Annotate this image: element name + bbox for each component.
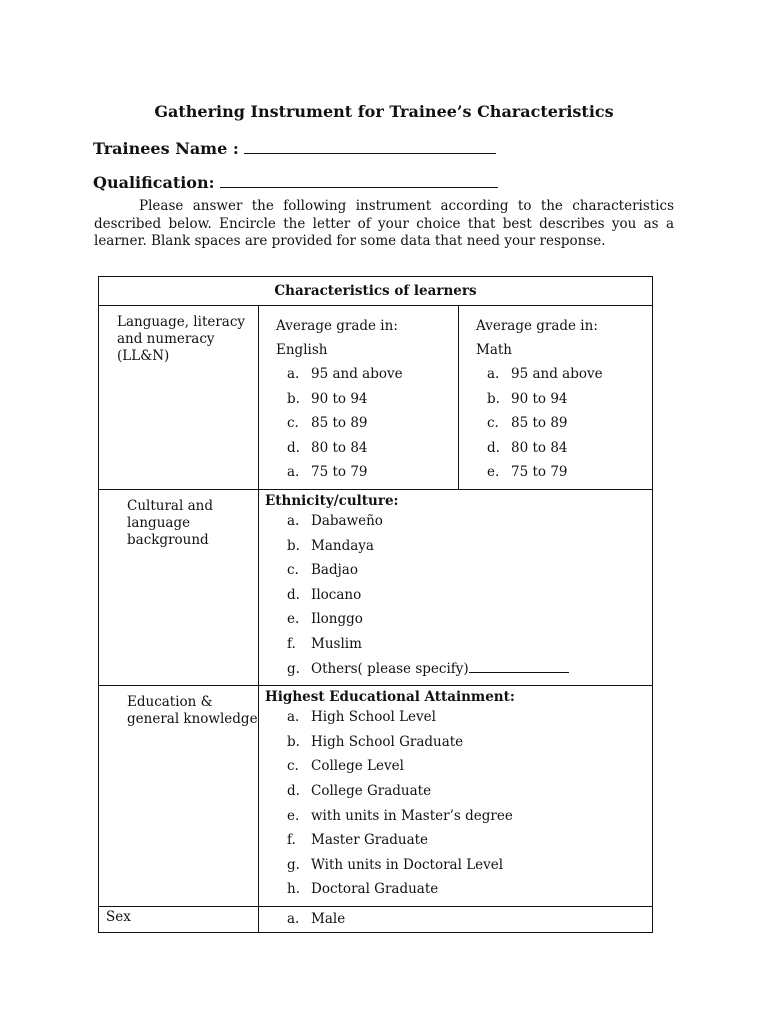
- option-letter: d.: [487, 439, 500, 456]
- option-letter: e.: [287, 611, 300, 628]
- education-label: Education & general knowledge: [99, 686, 259, 907]
- list-item[interactable]: [287, 907, 652, 932]
- option-letter: g.: [287, 660, 300, 677]
- list-item[interactable]: [287, 730, 652, 755]
- option-letter: d.: [287, 782, 300, 799]
- list-item[interactable]: [287, 558, 652, 583]
- option-letter: c.: [287, 415, 299, 432]
- culture-heading: Ethnicity/culture:: [265, 492, 399, 509]
- list-item[interactable]: [287, 436, 458, 461]
- option-text: High School Level: [311, 709, 436, 726]
- list-item[interactable]: [287, 828, 652, 853]
- list-item[interactable]: [487, 387, 652, 412]
- education-cell: [259, 686, 653, 907]
- option-letter: c.: [287, 758, 299, 775]
- option-letter: c.: [487, 415, 499, 432]
- option-letter: a.: [287, 910, 300, 927]
- characteristics-table: [98, 276, 653, 933]
- english-cell: [259, 306, 459, 490]
- option-letter: f.: [287, 832, 296, 849]
- list-item[interactable]: [487, 362, 652, 387]
- option-text: 90 to 94: [511, 390, 568, 407]
- option-text: 90 to 94: [311, 390, 368, 407]
- list-item[interactable]: [287, 387, 458, 412]
- trainee-name-blank[interactable]: [244, 138, 496, 154]
- option-text: Doctoral Graduate: [311, 881, 439, 898]
- list-item[interactable]: [287, 460, 458, 485]
- qualification-label: Qualification:: [93, 173, 215, 192]
- trainee-name-field: [93, 138, 496, 158]
- english-options: [259, 362, 458, 489]
- list-item[interactable]: [287, 509, 652, 534]
- list-item[interactable]: [287, 804, 652, 829]
- option-letter: b.: [287, 390, 300, 407]
- sex-cell: [259, 906, 653, 932]
- option-text: 75 to 79: [511, 464, 568, 481]
- list-item[interactable]: [487, 411, 652, 436]
- sex-options: [259, 907, 652, 932]
- option-text: 80 to 84: [311, 439, 368, 456]
- option-letter: e.: [287, 807, 300, 824]
- option-letter: b.: [287, 733, 300, 750]
- education-heading: Highest Educational Attainment:: [265, 689, 515, 706]
- option-text: Others( please specify): [311, 660, 469, 677]
- option-text: 95 and above: [511, 366, 603, 382]
- option-text: Mandaya: [311, 537, 374, 554]
- option-letter: a.: [287, 464, 300, 481]
- education-options: [259, 705, 652, 906]
- option-text: Dabaweño: [311, 512, 383, 529]
- english-heading: Average grade in:: [276, 318, 398, 334]
- option-text: 75 to 79: [311, 464, 368, 481]
- english-subject: English: [276, 342, 328, 358]
- table-header: Characteristics of learners: [99, 277, 653, 306]
- math-heading: Average grade in:: [476, 318, 598, 334]
- option-text: Ilocano: [311, 586, 362, 603]
- list-item[interactable]: [287, 853, 652, 878]
- llan-label: Language, literacy and numeracy (LL&N): [99, 306, 259, 490]
- list-item[interactable]: [287, 534, 652, 559]
- option-text: Master Graduate: [311, 832, 429, 849]
- qualification-field: [93, 172, 498, 192]
- list-item[interactable]: [287, 779, 652, 804]
- option-text: Male: [311, 910, 346, 927]
- table-row: [99, 489, 653, 685]
- instructions: [94, 198, 674, 251]
- list-item[interactable]: [287, 877, 652, 902]
- math-options: [459, 362, 652, 489]
- culture-cell: [259, 489, 653, 685]
- list-item[interactable]: [287, 362, 458, 387]
- option-letter: d.: [287, 586, 300, 603]
- option-text: 85 to 89: [511, 415, 568, 432]
- list-item[interactable]: [287, 411, 458, 436]
- option-text: College Level: [311, 758, 404, 775]
- option-text: 85 to 89: [311, 415, 368, 432]
- option-text: 95 and above: [311, 366, 403, 382]
- table-row: [99, 906, 653, 932]
- option-letter: a.: [287, 366, 300, 382]
- option-text: Badjao: [311, 562, 358, 579]
- option-text: with units in Master’s degree: [311, 807, 513, 824]
- list-item[interactable]: [287, 583, 652, 608]
- list-item[interactable]: [287, 632, 652, 657]
- option-letter: a.: [287, 709, 300, 726]
- option-letter: f.: [287, 635, 296, 652]
- math-cell: [459, 306, 653, 490]
- list-item[interactable]: [287, 607, 652, 632]
- list-item[interactable]: [487, 460, 652, 485]
- trainee-name-label: Trainees Name :: [93, 139, 239, 158]
- option-letter: b.: [287, 537, 300, 554]
- option-text: College Graduate: [311, 782, 432, 799]
- option-letter: d.: [287, 439, 300, 456]
- option-letter: g.: [287, 856, 300, 873]
- list-item[interactable]: [487, 436, 652, 461]
- option-text: 80 to 84: [511, 439, 568, 456]
- option-letter: c.: [287, 562, 299, 579]
- culture-options: [259, 509, 652, 685]
- list-item[interactable]: [287, 705, 652, 730]
- table-row: [99, 686, 653, 907]
- option-letter: b.: [487, 390, 500, 407]
- option-letter: e.: [487, 464, 500, 481]
- page-title: Gathering Instrument for Trainee’s Characteristics: [154, 102, 614, 121]
- specify-blank[interactable]: [469, 660, 569, 673]
- option-text: With units in Doctoral Level: [311, 856, 504, 873]
- sex-label: Sex: [99, 906, 259, 932]
- culture-label: Cultural and language background: [99, 489, 259, 685]
- option-letter: a.: [287, 512, 300, 529]
- list-item[interactable]: [287, 754, 652, 779]
- option-text: Muslim: [311, 635, 362, 652]
- table-row: [99, 306, 653, 490]
- list-item[interactable]: [287, 657, 652, 682]
- math-subject: Math: [476, 342, 512, 358]
- qualification-blank[interactable]: [220, 172, 498, 188]
- option-letter: h.: [287, 881, 300, 898]
- option-text: High School Graduate: [311, 733, 464, 750]
- option-text: Ilonggo: [311, 611, 363, 628]
- instructions-text: Please answer the following instrument according to the characteristics described below. Encircle the letter of your choice that best describes you as a learner. Blank spaces are provided for some data that need your response.: [94, 198, 674, 249]
- option-letter: a.: [487, 366, 500, 382]
